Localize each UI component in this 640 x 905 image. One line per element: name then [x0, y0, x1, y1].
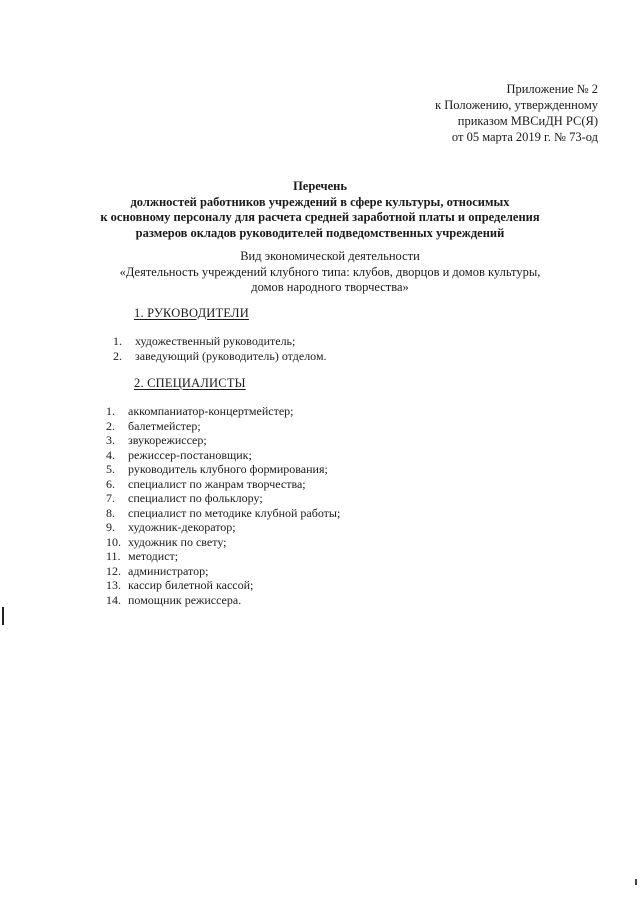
list-item: 12. администратор;	[106, 563, 209, 578]
title-line-3: к основному персоналу для расчета средней заработной платы и определения	[100, 210, 540, 224]
list-item: 10. художник по свету;	[106, 534, 227, 549]
list-item: 5. руководитель клубного формирования;	[106, 462, 328, 476]
title-line-1: Перечень	[293, 179, 347, 193]
list-item: 2. балетмейстер;	[106, 418, 201, 433]
appendix-order: приказом МВСиДН РС(Я)	[457, 114, 598, 128]
list-item: 13. кассир билетной кассой;	[106, 578, 254, 592]
scan-edge-mark	[2, 607, 4, 625]
specialists-list	[106, 404, 340, 607]
title-line-2: должностей работников учреждений в сфере культуры, относимых	[130, 194, 510, 209]
appendix-date: от 05 марта 2019 г. № 73-од	[451, 130, 598, 144]
activity-name-line-2: домов народного творчества»	[251, 280, 409, 294]
list-item: 1. художественный руководитель;	[113, 334, 296, 348]
section-heading-managers: 1. РУКОВОДИТЕЛИ	[134, 306, 249, 320]
list-item: 9. художник-декоратор;	[106, 520, 236, 534]
list-item: 3. звукорежиссер;	[106, 433, 207, 447]
list-item: 6. специалист по жанрам творчества;	[106, 476, 306, 491]
activity-label: Вид экономической деятельности	[240, 249, 420, 263]
appendix-header	[435, 81, 598, 145]
list-item: 2. заведующий (руководитель) отделом.	[113, 348, 327, 363]
appendix-reference: к Положению, утвержденному	[435, 98, 598, 112]
title-line-4: размеров окладов руководителей подведомственных учреждений	[135, 225, 505, 240]
managers-list	[113, 334, 327, 363]
list-item: 7. специалист по фольклору;	[106, 491, 263, 505]
scan-edge-mark	[635, 879, 637, 885]
list-item: 14. помощник режиссера.	[106, 592, 242, 607]
list-item: 1. аккомпаниатор-концертмейстер;	[106, 404, 294, 418]
appendix-number: Приложение № 2	[506, 82, 598, 96]
activity-name-line-1: «Деятельность учреждений клубного типа: клубов, дворцов и домов культуры,	[119, 264, 541, 279]
activity-type	[80, 249, 580, 296]
document-title	[60, 179, 580, 241]
list-item: 8. специалист по методике клубной работы;	[106, 505, 341, 520]
list-item: 11. методист;	[106, 549, 179, 563]
list-item: 4. режиссер-постановщик;	[106, 447, 252, 462]
section-heading-specialists: 2. СПЕЦИАЛИСТЫ	[134, 376, 246, 390]
